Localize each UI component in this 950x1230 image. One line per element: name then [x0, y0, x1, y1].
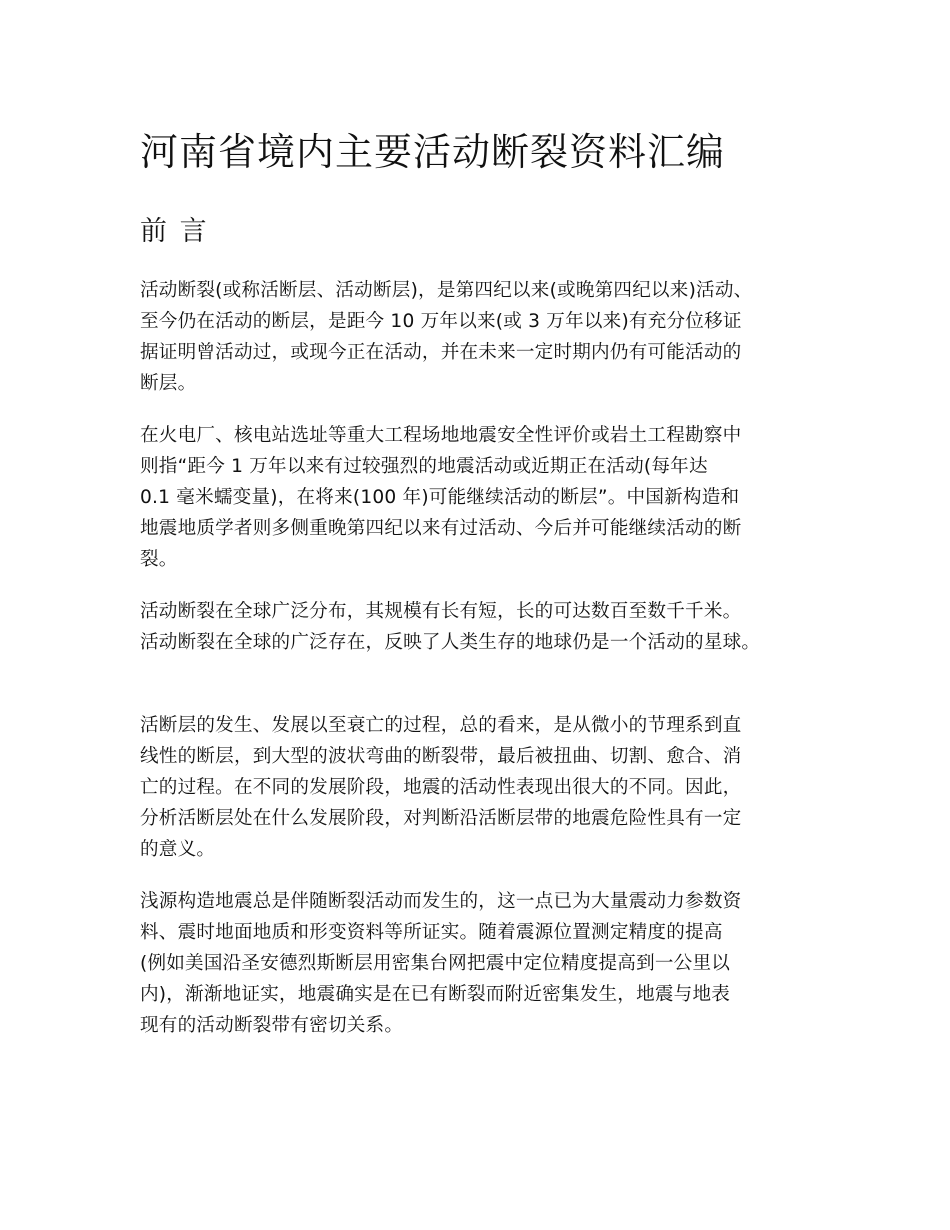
paragraph-4 — [140, 710, 830, 865]
paragraph-2 — [140, 420, 830, 575]
paragraph-5 — [140, 886, 830, 1041]
paragraph-line: 活动断裂(或称活断层、活动断层)，是第四纪以来(或晚第四纪以来)活动、 — [140, 280, 753, 301]
paragraph-line: 活动断裂在全球的广泛存在，反映了人类生存的地球仍是一个活动的星球。 — [140, 632, 761, 653]
paragraph-line: 内)，渐渐地证实，地震确实是在已有断裂而附近密集发生，地震与地表 — [140, 984, 731, 1005]
paragraph-line: 活断层的发生、发展以至衰亡的过程，总的看来，是从微小的节理系到直 — [140, 715, 742, 736]
paragraph-line: 浅源构造地震总是伴随断裂活动而发生的，这一点已为大量震动力参数资 — [140, 891, 742, 912]
paragraph-line: 线性的断层，到大型的波状弯曲的断裂带，最后被扭曲、切割、愈合、消 — [140, 746, 742, 767]
paragraph-line: 断层。 — [140, 373, 197, 394]
paragraph-3 — [140, 596, 830, 658]
document-page — [140, 128, 830, 1041]
paragraph-line: 亡的过程。在不同的发展阶段，地震的活动性表现出很大的不同。因此， — [140, 777, 742, 798]
paragraph-line: 0.1 毫米蠕变量)，在将来(100 年)可能继续活动的断层”。中国新构造和 — [140, 487, 740, 508]
paragraph-line: 现有的活动断裂带有密切关系。 — [140, 1015, 404, 1036]
paragraph-line: (例如美国沿圣安德烈斯断层用密集台网把震中定位精度提高到一公里以 — [140, 953, 731, 974]
paragraph-line: 则指“距今 1 万年以来有过较强烈的地震活动或近期正在活动(每年达 — [140, 456, 708, 477]
paragraph-1 — [140, 275, 830, 399]
paragraph-line: 料、震时地面地质和形变资料等所证实。随着震源位置测定精度的提高 — [140, 922, 723, 943]
paragraph-line: 至今仍在活动的断层，是距今 10 万年以来(或 3 万年以来)有充分位移证 — [140, 311, 742, 332]
document-title: 河南省境内主要活动断裂资料汇编 — [140, 130, 726, 174]
paragraph-line: 据证明曾活动过，或现今正在活动，并在未来一定时期内仍有可能活动的 — [140, 342, 742, 363]
paragraph-line: 的意义。 — [140, 839, 216, 860]
paragraph-line: 地震地质学者则多侧重晚第四纪以来有过活动、今后并可能继续活动的断 — [140, 518, 742, 539]
paragraph-line: 在火电厂、核电站选址等重大工程场地地震安全性评价或岩土工程勘察中 — [140, 425, 742, 446]
paragraph-line: 分析活断层处在什么发展阶段，对判断沿活断层带的地震危险性具有一定 — [140, 808, 742, 829]
section-heading-preface: 前 言 — [140, 216, 209, 247]
paragraph-line: 裂。 — [140, 549, 178, 570]
paragraph-line: 活动断裂在全球广泛分布，其规模有长有短，长的可达数百至数千千米。 — [140, 601, 742, 622]
